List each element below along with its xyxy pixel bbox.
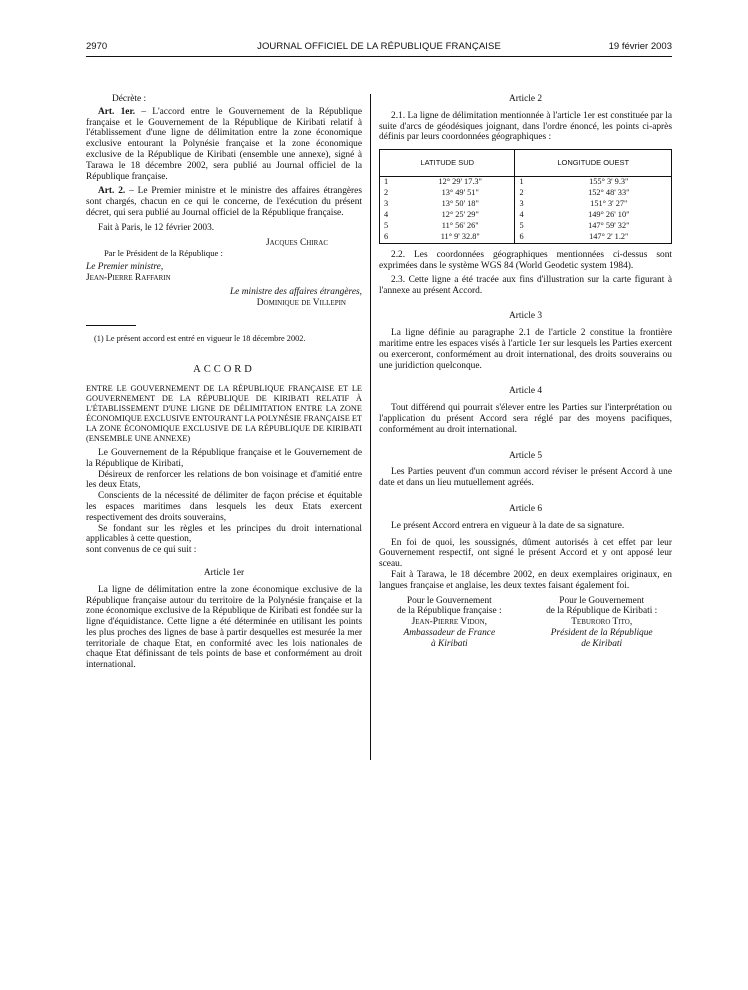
article-2-decree [86, 186, 362, 218]
point-number: 3 [519, 199, 524, 209]
sig-france-pour: Pour le Gouvernement [406, 595, 492, 606]
latitude-value: 12° 25' 29" [406, 210, 515, 221]
sig-france-name: Jean-Pierre Vidon, [411, 617, 487, 628]
point-number: 2 [384, 188, 389, 198]
signature-kiribati [531, 596, 672, 650]
footnote-rule [86, 325, 136, 326]
article-5-text: Les Parties peuvent d'un commun accord réviser le présent Accord à une date et dans un lieu mutuellement agréés. [379, 467, 672, 489]
article-2-heading: Article 2 [508, 94, 543, 104]
longitude-value: 147° 59' 32" [588, 221, 630, 231]
point-number: 4 [384, 210, 389, 220]
fait-paris: Fait à Paris, le 12 février 2003. [98, 222, 215, 233]
article-5-heading: Article 5 [508, 450, 543, 461]
para-2-2: 2.2. Les coordonnées géographiques mentionnées ci-dessus sont exprimées dans le système WGS 84 (World Geodetic system 1984). [379, 250, 672, 271]
longitude-value: 149° 26' 10" [588, 210, 630, 220]
article-4-text: Tout différend qui pourrait s'élever entre les Parties sur l'interprétation ou l'application du présent Accord sera réglé par des moyens pacifiques, conformément au droit international. [379, 403, 672, 435]
accord-subtitle: ENTRE LE GOUVERNEMENT DE LA RÉPUBLIQUE FRANÇAISE ET LE GOUVERNEMENT DE LA RÉPUBLIQUE DE KIRIBATI RELATIF À L'ÉTABLISSEMENT D'UNE LIGNE DE DÉLIMITATION ENTRE LA ZONE ÉCONOMIQUE EXCLUSIVE ENTOURANT LA POLYNÉSIE FRANÇAISE ET LA ZONE ÉCONOMIQUE EXCLUSIVE DE LA RÉPUBLIQUE DE KIRIBATI (ENSEMBLE UNE ANNEXE) [86, 383, 362, 443]
article-3-heading: Article 3 [508, 311, 543, 322]
en-foi-de-quoi: En foi de quoi, les soussignés, dûment autorisés à cet effet par leur Gouvernement respectif, ont signé le présent Accord et y ont apposé leur sceau. [379, 537, 672, 570]
preamble-3: Conscients de la nécessité de délimiter de façon précise et équitable les espaces maritimes dans lesquels les deux Etats exercent respectivement des droits souverains, [86, 491, 362, 523]
coordinate-row [380, 177, 672, 189]
sig-france-title2: à Kiribati [430, 638, 468, 649]
latitude-value: 11° 56' 26" [406, 221, 515, 232]
point-number: 1 [519, 177, 524, 187]
journal-title: JOURNAL OFFICIEL DE LA RÉPUBLIQUE FRANÇAISE [257, 41, 501, 52]
latitude-value: 12° 29' 17.3" [406, 177, 515, 189]
sig-kiribati-title2: de Kiribati [581, 638, 623, 649]
header-rule [86, 56, 672, 57]
sig-kiribati-pour: Pour le Gouvernement [559, 595, 645, 606]
coordinates-table [379, 149, 672, 244]
page-header [86, 41, 672, 55]
longitude-value: 151° 3' 27" [590, 199, 628, 209]
longitude-value: 152° 48' 33" [588, 188, 630, 198]
article-1-heading: Article 1er [203, 567, 245, 578]
footnote: (1) Le présent accord est entré en vigueur le 18 décembre 2002. [94, 334, 306, 344]
pm-name: Jean-Pierre Raffarin [86, 272, 171, 283]
point-number: 1 [384, 177, 389, 187]
point-number: 5 [519, 221, 524, 231]
sig-kiribati-name: Teburoro Tito, [571, 617, 633, 628]
column-divider [370, 94, 371, 760]
preamble-1: Le Gouvernement de la République française et le Gouvernement de la République de Kiribati, [86, 447, 362, 469]
point-number: 5 [384, 221, 389, 231]
fait-tarawa: Fait à Tarawa, le 18 décembre 2002, en deux exemplaires originaux, en langues française et anglaise, les deux textes faisant également foi. [379, 569, 672, 591]
art1-label: Art. 1er. [98, 106, 136, 117]
coordinate-row [380, 188, 672, 199]
par-le-president: Par le Président de la République : [104, 248, 223, 259]
left-column [86, 94, 362, 671]
article-6-heading: Article 6 [508, 503, 543, 514]
latitude-value: 11° 9' 32.8" [406, 232, 515, 244]
art2-label: Art. 2. [98, 186, 126, 197]
coordinate-row [380, 221, 672, 232]
article-6-text: Le présent Accord entrera en vigueur à la date de sa signature. [391, 520, 625, 531]
para-2-1: 2.1. La ligne de délimitation mentionnée à l'article 1er est constituée par la suite d'arcs de géodésiques joignant, dans l'ordre énoncé, les points ci-après définis par leurs coordonnées géographiques : [379, 110, 672, 143]
header-latitude: LATITUDE SUD [380, 150, 515, 177]
para-2-3: 2.3. Cette ligne a été tracée aux fins d'illustration sur la carte figurant à l'annexe au présent Accord. [379, 274, 672, 296]
coordinate-row [380, 210, 672, 221]
accord-title: ACCORD [193, 364, 255, 376]
coordinate-row [380, 199, 672, 210]
latitude-value: 13° 50' 18" [406, 199, 515, 210]
preamble-2: Désireux de renforcer les relations de bon voisinage et d'amitié entre les deux Etats, [86, 469, 362, 491]
right-column [379, 94, 672, 650]
point-number: 4 [519, 210, 524, 220]
issue-date: 19 février 2003 [608, 41, 672, 52]
point-number: 6 [384, 232, 389, 242]
point-number: 6 [519, 232, 524, 242]
president-signature: Jacques Chirac [265, 237, 328, 248]
longitude-value: 155° 3' 9.3" [589, 177, 629, 187]
sig-france-title1: Ambassadeur de France [403, 627, 496, 638]
mae-title: Le ministre des affaires étrangères, [229, 286, 362, 297]
preamble-4: Se fondant sur les règles et les principes du droit international applicables à cette question, [86, 523, 362, 545]
pm-title: Le Premier ministre, [86, 262, 164, 273]
header-longitude: LONGITUDE OUEST [515, 150, 672, 177]
decrete-line: Décrète : [112, 94, 147, 104]
sig-kiribati-gov: de la République de Kiribati : [546, 606, 658, 617]
mae-name: Dominique de Villepin [256, 297, 346, 308]
latitude-value: 13° 49' 51" [406, 188, 515, 199]
longitude-value: 147° 2' 1.2" [589, 232, 629, 242]
point-number: 2 [519, 188, 524, 198]
sig-kiribati-title1: Président de la République [550, 627, 653, 638]
article-4-heading: Article 4 [508, 386, 543, 397]
page-number: 2970 [86, 41, 108, 52]
signature-france [379, 596, 520, 650]
coordinates-body [380, 177, 672, 244]
coordinate-row [380, 232, 672, 244]
convenus-line: sont convenus de ce qui suit : [86, 545, 197, 556]
art1-text: – L'accord entre le Gouvernement de la République française et le Gouvernement de la République de Kiribati relatif à l'établissement d'une ligne de délimitation entre la zone économique exclusive entourant la Polynésie française et la zone économique exclusive de la République de Kiribati (ensemble une annexe), signé à Tarawa le 18 décembre 2002, sera publié au Journal officiel de la République française. [86, 106, 362, 182]
sig-france-gov: de la République française : [396, 606, 502, 617]
signatures [379, 596, 672, 650]
article-3-text: La ligne définie au paragraphe 2.1 de l'article 2 constitue la frontière maritime entre les espaces visés à l'article 1er sur lesquels les Parties exercent ou exerceront, conformément au droit international, des droits souverains ou une juridiction quelconque. [379, 328, 672, 371]
art2-text: – Le Premier ministre et le ministre des affaires étrangères sont chargés, chacun en ce qui le concerne, de l'exécution du présent décret, qui sera publié au Journal officiel de la République française. [86, 186, 362, 218]
article-1-decree [86, 107, 362, 183]
point-number: 3 [384, 199, 389, 209]
article-1-text: La ligne de délimitation entre la zone économique exclusive de la République française autour du territoire de la Polynésie française et la zone économique exclusive de la République de Kiribati est fondée sur la ligne d'équidistance. Cette ligne a été déterminée en utilisant les points les plus proches des lignes de base à partir desquelles est mesurée la mer territoriale de chaque Etat, en conformité avec les lois nationales de chaque Etat définissant de tels points de base et conformément au droit international. [86, 584, 362, 671]
